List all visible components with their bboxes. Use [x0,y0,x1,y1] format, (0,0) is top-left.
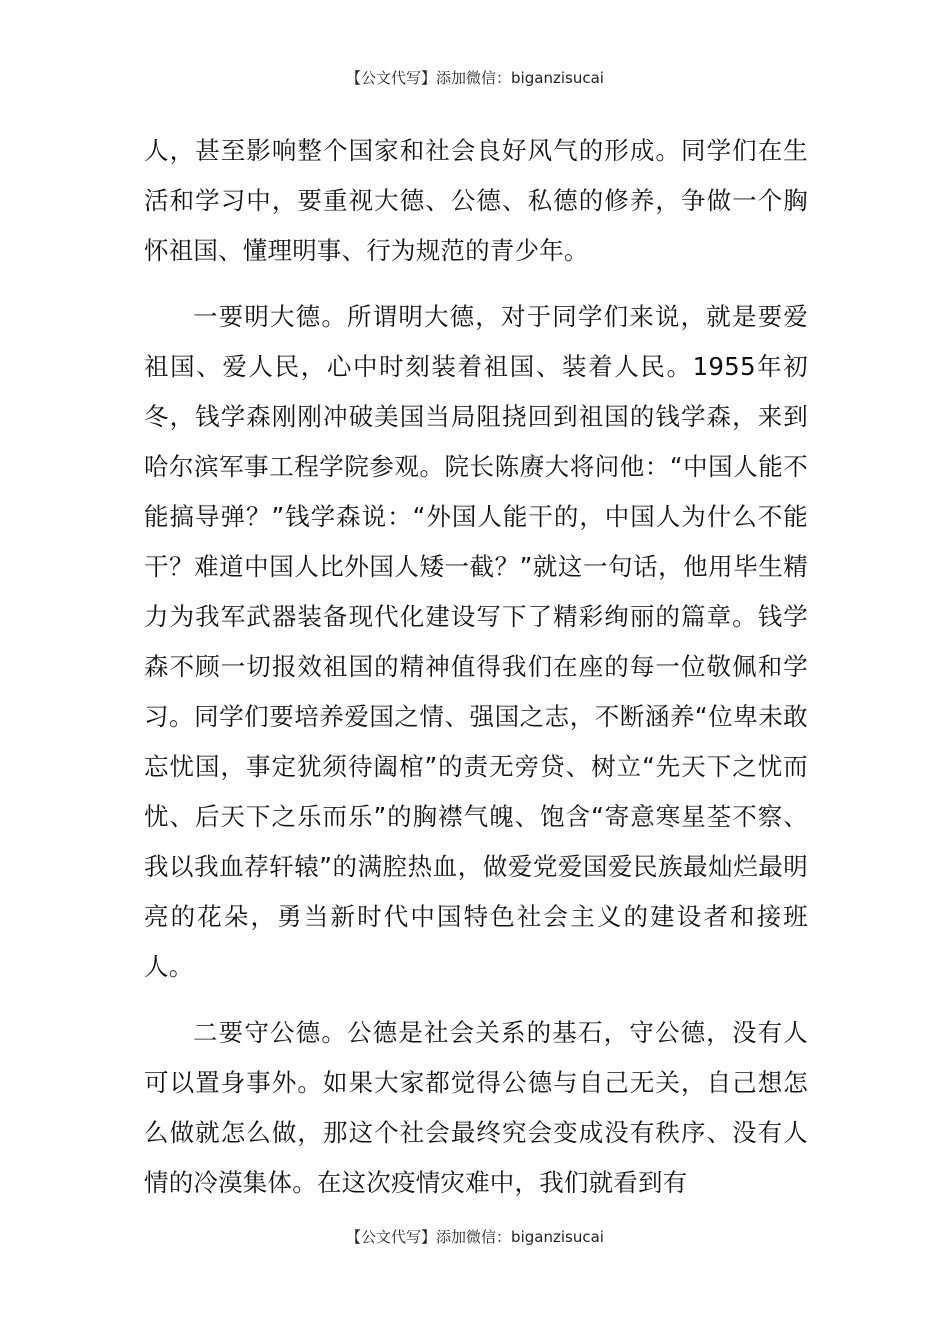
paragraph-shou-gong-de: 二要守公德。公德是社会关系的基石，守公德，没有人可以置身事外。如果大家都觉得公德与自己无关，自己想怎么做就怎么做，那这个社会最终究会变成没有秩序、没有人情的冷漠集体。在这次疫情灾难中，我们就看到有 [144,1018,808,1197]
page-footer: 【公文代写】添加微信：biganzisucai [346,1228,604,1246]
paragraph-continuation: 人，甚至影响整个国家和社会良好风气的形成。同学们在生活和学习中，要重视大德、公德、私德的修养，争做一个胸怀祖国、懂理明事、行为规范的青少年。 [144,136,808,265]
document-body [144,126,808,1224]
page-header: 【公文代写】添加微信：biganzisucai [346,69,604,87]
paragraph-ming-da-de: 一要明大德。所谓明大德，对于同学们来说，就是要爱祖国、爱人民，心中时刻装着祖国、装着人民。1955年初冬，钱学森刚刚冲破美国当局阻挠回到祖国的钱学森，来到哈尔滨军事工程学院参观。院长陈赓大将问他：“中国人能不能搞导弹？”钱学森说：“外国人能干的，中国人为什么不能干？难道中国人比外国人矮一截？”就这一句话，他用毕生精力为我军武器装备现代化建设写下了精彩绚丽的篇章。钱学森不顾一切报效祖国的精神值得我们在座的每一位敬佩和学习。同学们要培养爱国之情、强国之志，不断涵养“位卑未敢忘忧国，事定犹须待阖棺”的责无旁贷、树立“先天下之忧而忧、后天下之乐而乐”的胸襟气魄、饱含“寄意寒星荃不察、我以我血荐轩辕”的满腔热血，做爱党爱国爱民族最灿烂最明亮的花朵，勇当新时代中国特色社会主义的建设者和接班人。 [144,302,808,981]
